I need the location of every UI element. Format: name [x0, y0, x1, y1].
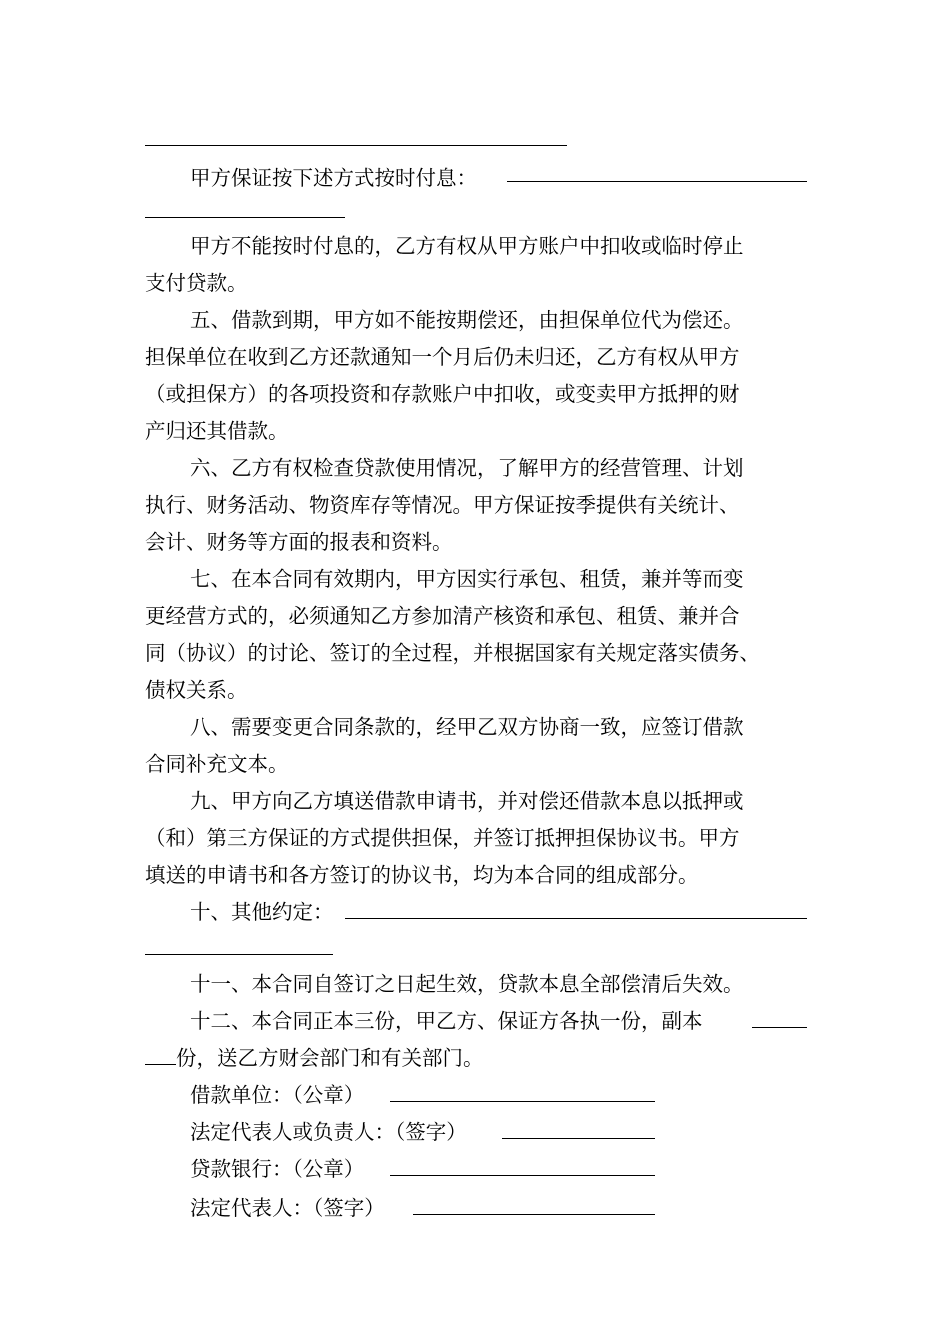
- clause-10-line: [190, 894, 810, 931]
- clause-text: 支付贷款。: [145, 271, 248, 295]
- clause-text: 九、甲方向乙方填送借款申请书，并对偿还借款本息以抵押或: [190, 789, 744, 813]
- clause-text: 甲方不能按时付息的，乙方有权从甲方账户中扣收或临时停止: [190, 234, 744, 258]
- clause-12-line: [190, 1003, 810, 1040]
- fill-in-line: [507, 181, 807, 182]
- fill-in-line: [145, 217, 345, 218]
- clause-text: 债权关系。: [145, 678, 248, 702]
- fill-in-line: [145, 954, 333, 955]
- clause-text: 合同补充文本。: [145, 752, 289, 776]
- clause-text: 十二、本合同正本三份，甲乙方、保证方各执一份，副本: [190, 1009, 703, 1033]
- clause-text: 六、乙方有权检查贷款使用情况，了解甲方的经营管理、计划: [190, 456, 744, 480]
- clause-text: 十一、本合同自签订之日起生效，贷款本息全部偿清后失效。: [190, 972, 744, 996]
- clause-text: 担保单位在收到乙方还款通知一个月后仍未归还，乙方有权从甲方: [145, 345, 740, 369]
- clause-text: 七、在本合同有效期内，甲方因实行承包、租赁，兼并等而变: [190, 567, 744, 591]
- clause-text: 十、其他约定：: [190, 900, 334, 924]
- clause-text: （和）第三方保证的方式提供担保，并签订抵押担保协议书。甲方: [145, 826, 740, 850]
- fill-in-line: [752, 1027, 807, 1028]
- clause-text: 八、需要变更合同条款的，经甲乙双方协商一致，应签订借款: [190, 715, 744, 739]
- fill-in-line: [145, 1064, 176, 1065]
- clause-9-line: [190, 783, 810, 820]
- borrower-representative-row: [190, 1114, 467, 1151]
- clause-9-line: [145, 820, 810, 857]
- clause-6-line: [190, 450, 810, 487]
- lender-seal-row: [190, 1151, 364, 1188]
- clause-text: 份，送乙方财会部门和有关部门。: [176, 1046, 484, 1070]
- clause-text: 填送的申请书和各方签订的协议书，均为本合同的组成部分。: [145, 863, 699, 887]
- clause-text: （或担保方）的各项投资和存款账户中扣收，或变卖甲方抵押的财: [145, 382, 740, 406]
- fill-in-line: [145, 145, 567, 146]
- clause-text: 同（协议）的讨论、签订的全过程，并根据国家有关规定落实债务、: [145, 641, 760, 665]
- borrower-seal-row: [190, 1077, 364, 1114]
- clause-9-line: [145, 857, 810, 894]
- signature-line[interactable]: [413, 1214, 655, 1215]
- signature-line[interactable]: [390, 1101, 655, 1102]
- clause-7-line: [145, 672, 810, 709]
- signature-label: 法定代表人或负责人：（签字）: [190, 1120, 467, 1144]
- clause-11-line: [190, 966, 810, 1003]
- clause-text: 产归还其借款。: [145, 419, 289, 443]
- signature-line[interactable]: [502, 1138, 655, 1139]
- clause-5-line: [145, 376, 810, 413]
- clause-text: 更经营方式的，必须通知乙方参加清产核资和承包、租赁、兼并合: [145, 604, 740, 628]
- clause-text: 执行、财务活动、物资库存等情况。甲方保证按季提供有关统计、: [145, 493, 740, 517]
- signature-label: 借款单位：（公章）: [190, 1083, 365, 1107]
- signature-label: 法定代表人：（签字）: [190, 1196, 385, 1220]
- clause-line: [145, 265, 810, 302]
- clause-5-line: [145, 413, 810, 450]
- clause-12-line: [176, 1040, 776, 1077]
- clause-7-line: [190, 561, 810, 598]
- fill-in-line: [345, 918, 807, 919]
- clause-7-line: [145, 635, 810, 672]
- signature-line[interactable]: [390, 1175, 655, 1176]
- lender-representative-row: [190, 1190, 385, 1227]
- clause-8-line: [190, 709, 810, 746]
- clause-5-line: [145, 339, 810, 376]
- clause-line: [190, 228, 810, 265]
- clause-7-line: [145, 598, 810, 635]
- clause-6-line: [145, 524, 810, 561]
- clause-text: 甲方保证按下述方式按时付息：: [190, 166, 477, 190]
- clause-6-line: [145, 487, 810, 524]
- clause-5-line: [190, 302, 810, 339]
- signature-label: 贷款银行：（公章）: [190, 1157, 365, 1181]
- clause-text: 会计、财务等方面的报表和资料。: [145, 530, 453, 554]
- clause-8-line: [145, 746, 810, 783]
- clause-text: 五、借款到期，甲方如不能按期偿还，由担保单位代为偿还。: [190, 308, 744, 332]
- interest-payment-clause: [190, 160, 810, 197]
